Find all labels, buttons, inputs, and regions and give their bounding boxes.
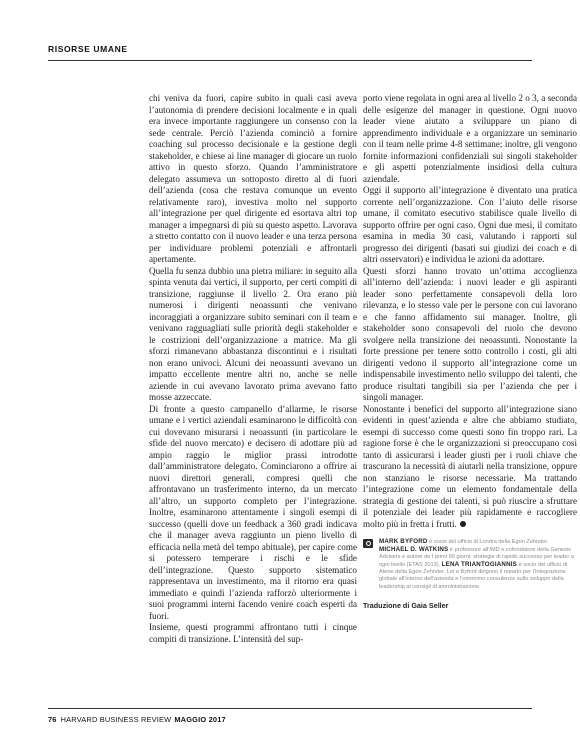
section-label: RISORSE UMANE: [48, 44, 128, 54]
paragraph: Oggi il supporto all’integrazione è diventato una pratica corrente nell’organizzazione. Con l’aiuto delle risorse umane, il comitato esecutivo stabilisce quale livello di supporto offrire per ogni caso. Ogni due mesi, il comitato esamina in media 30 casi, valutando i rapporti sul progresso dei dirigenti (basati sui giudizi dei coach e di altri osservatori) e individua le azioni da adottare.: [363, 185, 577, 264]
paragraph: Insieme, questi programmi affrontano tutti i cinque compiti di transizione. L’intensità del sup-: [149, 622, 357, 644]
paragraph-text: Nonostante i benefici del supporto all’integrazione siano evidenti in quest’azienda e altre che abbiamo studiato, esempi di successo come questi sono fin troppo rari. La ragione forse è che le organizzazioni si preoccupano così tanto di assicurarsi i leader giusti per i ruoli chiave che trascurano la necessità di aiutarli nella transizione, oppure non stanziano le risorse necessarie. Ma trattando l’integrazione come un elemento fondamentale della strategia di gestione dei talenti, si può riuscire a sfruttare il potenziale dei leader più rapidamente e raccogliere molto più in fretta i frutti.: [363, 403, 577, 529]
author-bio: [363, 538, 577, 591]
publication-name: HARVARD BUSINESS REVIEW: [60, 715, 172, 724]
paragraph: Quella fu senza dubbio una pietra miliare: in seguito alla spinta venuta dai vertici, il supporto, per certi compiti di transizione, raggiunse il livello 2. Ora erano più numerosi i dirigenti neoassunti che venivano incoraggiati a organizzare subito seminari con il team e venivano ragguagliati sulle priorità degli stakeholder e le costrizioni dell’organizzazione a matrice. Ma gli sforzi rimanevano abbastanza discontinui e i risultati non erano univoci. Alcuni dei neoassunti avevano un impatto eccellente mentre altri no, anche se nelle aziende in cui avevano lavorato prima avevano fatto mosse azzeccate.: [149, 265, 357, 402]
author-name: LENA TRIANTOGIANNIS: [441, 561, 518, 569]
translator-credit: Traduzione di Gaia Seller: [363, 600, 449, 610]
paragraph: Questi sforzi hanno trovato un’ottima accoglienza all’interno dell’azienda: i nuovi leader e gli aspiranti leader sono perfettamente consapevoli della loro rilevanza, e lo stesso vale per le persone con cui lavorano e che fanno affidamento sui manager. Inoltre, gli stakeholder sono consapevoli del ruolo che devono svolgere nella transizione dei neoassunti. Nonostante la forte pressione per tenere sotto controllo i costi, gli alti dirigenti vedono il supporto all’integrazione come un indispensabile investimento nello sviluppo dei talenti, che produce risultati tangibili sia per l’azienda che per i singoli manager.: [363, 265, 577, 402]
page-footer: [48, 715, 226, 724]
right-column: [363, 93, 577, 610]
issue-date: MAGGIO 2017: [174, 715, 226, 724]
author-photo-icon: [363, 539, 373, 548]
bottom-rule: [48, 708, 532, 709]
author-bio-text: è socio del ufficio di Londra della Egon Zehnder.: [427, 539, 549, 545]
left-column: [149, 93, 357, 645]
paragraph: porto viene regolata in ogni area al livello 2 o 3, a seconda delle esigenze del manager in questione. Ogni nuovo leader viene aiutato a sviluppare un piano di apprendimento individuale e a organizzare un seminario con il team nelle prime 4-8 settimane; inoltre, gli vengono fornite informazioni confidenziali sui singoli stakeholder e gli aspetti potenzialmente insidiosi della cultura aziendale.: [363, 93, 577, 184]
paragraph: chi veniva da fuori, capire subito in quali casi aveva l’autonomia di prendere decisioni localmente e in quali era invece importante raggiungere un consenso con la sede centrale. Perciò l’azienda cominciò a fornire coaching sul processo decisionale e la gestione degli stakeholder, e chiese ai line manager di giocare un ruolo attivo in questo sforzo. Quando l’amministratore delegato assumeva un sottoposto diretto al di fuori dell’azienda (cosa che restava comunque un evento relativamente raro), investiva molto nel supporto all’integrazione per quel dirigente ed esortava altri top manager a impegnarsi di più su questo aspetto. Lavorava a stretto contatto con il nuovo leader e una terza persona per individuare problemi potenziali e affrontarli apertamente.: [149, 93, 357, 264]
end-mark-icon: [460, 521, 466, 527]
author-name: MICHAEL D. WATKINS: [379, 546, 449, 554]
author-bio-text: è socio del ufficio di Atene della Egon Zehnder. Lei e Byford dirigono il reparto per l’integrazione globale all’interno dell’azienda e l’omonimo consulenze sullo sviluppo della leadership ai consigli di amministrazione.: [379, 562, 568, 590]
author-bio-text: è professore all’IMD e cofondatore della Genesis Advisers e autore de I primi 90 giorni: strategie di rapido successo per leader a ogni livello (ETAS 2013).: [379, 547, 574, 569]
paragraph-last: [363, 404, 577, 531]
author-name: MARK BYFORD: [379, 538, 428, 545]
page-number: 76: [48, 715, 57, 724]
top-rule: [48, 60, 532, 61]
paragraph: Di fronte a questo campanello d’allarme, le risorse umane e i vertici aziendali esaminarono le difficoltà con cui dovevano misurarsi i neoassunti (in particolare le sfide del nuovo mercato) e decisero di adottare più ad ampio raggio le miglior prassi introdotte dall’amministratore delegato. Cominciarono a offrire ai nuovi direttori generali, compresi quelli che affrontavano un trasferimento interno, da un mercato all’altro, un supporto completo per l’integrazione. Inoltre, esaminarono attentamente i singoli esempi di successo (quelli dove un feedback a 360 gradi indicava che il manager aveva raggiunto un pieno livello di efficacia nella metà del tempo abituale), per capire come si potessero temperare i rischi e le sfide dell’integrazione. Questo supporto sistematico rappresentava un investimento, ma il ritorno era quasi immediato e quindi l’azienda rafforzò ulteriormente i suoi programmi interni facendo venire coach esperti da fuori.: [149, 403, 357, 621]
